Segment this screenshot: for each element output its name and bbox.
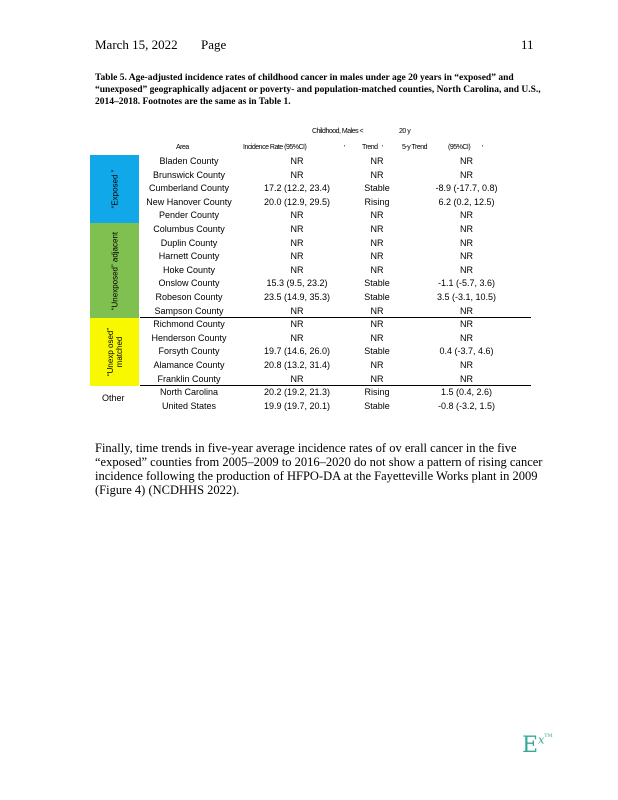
- cell-trend: NR: [370, 264, 384, 275]
- group-adjacent-label: “Unexposed” adjacent: [110, 231, 119, 310]
- table-row: [90, 386, 530, 400]
- cell-five-year: 6.2 (0.2, 12.5): [438, 196, 495, 207]
- group-matched-label: “Unexp osed” matched: [105, 327, 124, 377]
- col-area: Area: [176, 144, 189, 151]
- cell-five-year: NR: [460, 224, 473, 234]
- cell-rate: NR: [290, 224, 304, 234]
- cell-area: Brunswick County: [152, 169, 226, 180]
- cell-five-year: NR: [460, 305, 473, 316]
- cell-five-year: NR: [460, 360, 473, 370]
- table-row: [90, 223, 530, 237]
- cell-rate: NR: [290, 210, 304, 221]
- col-ci: (95%CI): [448, 144, 471, 151]
- cell-rate: NR: [290, 237, 304, 248]
- cell-rate: NR: [290, 264, 304, 275]
- cell-trend: NR: [370, 156, 384, 166]
- cell-area: Duplin County: [160, 237, 218, 248]
- table-row: [90, 345, 530, 359]
- cell-five-year: -8.9 (-17.7, 0.8): [435, 183, 498, 194]
- cell-rate: NR: [290, 305, 304, 316]
- cell-five-year: -0.8 (-3.2, 1.5): [437, 400, 496, 411]
- cell-rate: 20.8 (13.2, 31.4): [263, 360, 331, 370]
- exponent-logo: [522, 733, 553, 758]
- cell-trend: Stable: [364, 183, 390, 194]
- table-row: [90, 318, 530, 332]
- cell-five-year: NR: [460, 210, 473, 221]
- cell-area: Robeson County: [155, 292, 223, 302]
- cell-trend: Stable: [364, 400, 390, 411]
- table-row: [90, 182, 530, 196]
- cell-rate: NR: [290, 156, 304, 166]
- cell-area: Columbus County: [153, 224, 225, 234]
- cell-trend: NR: [370, 360, 384, 370]
- cell-area: Onslow County: [158, 278, 220, 289]
- table-row: [90, 400, 530, 414]
- cell-trend: NR: [370, 224, 384, 234]
- cell-five-year: NR: [460, 251, 473, 262]
- cell-five-year: NR: [460, 156, 473, 166]
- cell-five-year: NR: [460, 237, 473, 248]
- cell-trend: NR: [370, 373, 384, 384]
- table-row: [90, 373, 530, 387]
- cell-rate: NR: [290, 319, 304, 330]
- cell-five-year: 1.5 (0.4, 2.6): [440, 387, 493, 398]
- cell-trend: NR: [370, 251, 384, 262]
- super-header-right: 20 y: [399, 128, 411, 135]
- cell-rate: NR: [290, 373, 304, 384]
- cell-five-year: NR: [460, 373, 473, 384]
- cell-five-year: 3.5 (-3.1, 10.5): [436, 292, 497, 302]
- cell-rate: 20.2 (19.2, 21.3): [263, 387, 331, 398]
- table-row: [90, 359, 530, 373]
- cell-trend: Stable: [364, 292, 390, 302]
- cell-five-year: NR: [460, 319, 473, 330]
- cell-trend: NR: [370, 332, 384, 343]
- body-paragraph: Finally, time trends in five-year average incidence rates of ov erall cancer in the five “exposed” counties from 2005–2009 to 2016–2020 do not show a pattern of rising cancer incidence following the production of HFPO-DA at the Fayetteville Works plant in 2009 (Figure 4) (NCDHHS 2022).: [95, 441, 543, 497]
- cell-area: Sampson County: [154, 305, 224, 316]
- cell-area: North Carolina: [159, 387, 219, 398]
- cell-five-year: NR: [460, 332, 473, 343]
- cell-five-year: 0.4 (-3.7, 4.6): [439, 346, 494, 357]
- table-row: [90, 305, 530, 319]
- table-row: [90, 277, 530, 291]
- cell-trend: NR: [370, 305, 384, 316]
- cell-area: Forsyth County: [158, 346, 220, 357]
- cell-area: Alamance County: [153, 360, 225, 370]
- cell-rate: NR: [290, 169, 304, 180]
- logo-text: E: [522, 733, 539, 758]
- cell-rate: 23.5 (14.9, 35.3): [263, 292, 331, 302]
- cell-area: Hoke County: [162, 264, 216, 275]
- cell-area: Henderson County: [151, 332, 227, 343]
- cell-trend: NR: [370, 210, 384, 221]
- logo-tm: TM: [544, 733, 553, 739]
- group-other-label: Other: [102, 393, 125, 403]
- cell-area: Richmond County: [153, 319, 225, 330]
- cell-rate: 17.2 (12.2, 23.4): [263, 183, 331, 194]
- cell-trend: Rising: [364, 387, 390, 398]
- cell-rate: 19.7 (14.6, 26.0): [263, 346, 331, 357]
- cell-trend: NR: [370, 319, 384, 330]
- table-row: [90, 196, 530, 210]
- cell-rate: 20.0 (12.9, 29.5): [263, 196, 331, 207]
- table-row: [90, 264, 530, 278]
- header-page-number: 11: [521, 37, 534, 52]
- cell-area: Harnett County: [158, 251, 220, 262]
- table-row: [90, 291, 530, 305]
- table-row: [90, 169, 530, 183]
- super-header-left: Childhood, Males <: [312, 128, 364, 135]
- col-rate: Incidence Rate (95%CI): [243, 144, 307, 151]
- col-trend: Trend: [362, 144, 378, 151]
- col-five-year: 5-y Trend: [402, 144, 428, 151]
- cell-rate: NR: [290, 251, 304, 262]
- table-row: [90, 155, 530, 169]
- table-row: [90, 250, 530, 264]
- cell-trend: Rising: [364, 196, 390, 207]
- cell-five-year: NR: [460, 264, 473, 275]
- cell-area: Pender County: [158, 210, 220, 221]
- header-date: March 15, 2022: [95, 37, 178, 52]
- cell-area: Bladen County: [159, 156, 219, 166]
- header-page-label: Page: [201, 37, 227, 52]
- table-row: [90, 209, 530, 223]
- cell-rate: 19.9 (19.7, 20.1): [263, 400, 331, 411]
- cell-rate: 15.3 (9.5, 23.2): [266, 278, 328, 289]
- cell-area: New Hanover County: [146, 196, 232, 207]
- table-row: [90, 237, 530, 251]
- cell-area: United States: [161, 400, 217, 411]
- table-caption: Table 5. Age-adjusted incidence rates of childhood cancer in males under age 20 years in “exposed” and “unexposed” geographically adjacent or poverty- and population-matched counties, North Carolina, and U.S., 2014–2018. Footnotes are the same as in Table 1.: [95, 73, 541, 107]
- cell-trend: NR: [370, 237, 384, 248]
- cell-five-year: NR: [460, 169, 473, 180]
- group-exposed-label: “Exposed ”: [110, 169, 119, 209]
- cell-area: Cumberland County: [148, 183, 230, 194]
- cell-five-year: -1.1 (-5.7, 3.6): [437, 278, 496, 289]
- cell-trend: NR: [370, 169, 384, 180]
- table-row: [90, 332, 530, 346]
- cell-area: Franklin County: [157, 373, 221, 384]
- logo-sup: x: [538, 733, 545, 747]
- cell-rate: NR: [290, 332, 304, 343]
- cell-trend: Stable: [364, 278, 390, 289]
- cell-trend: Stable: [364, 346, 390, 357]
